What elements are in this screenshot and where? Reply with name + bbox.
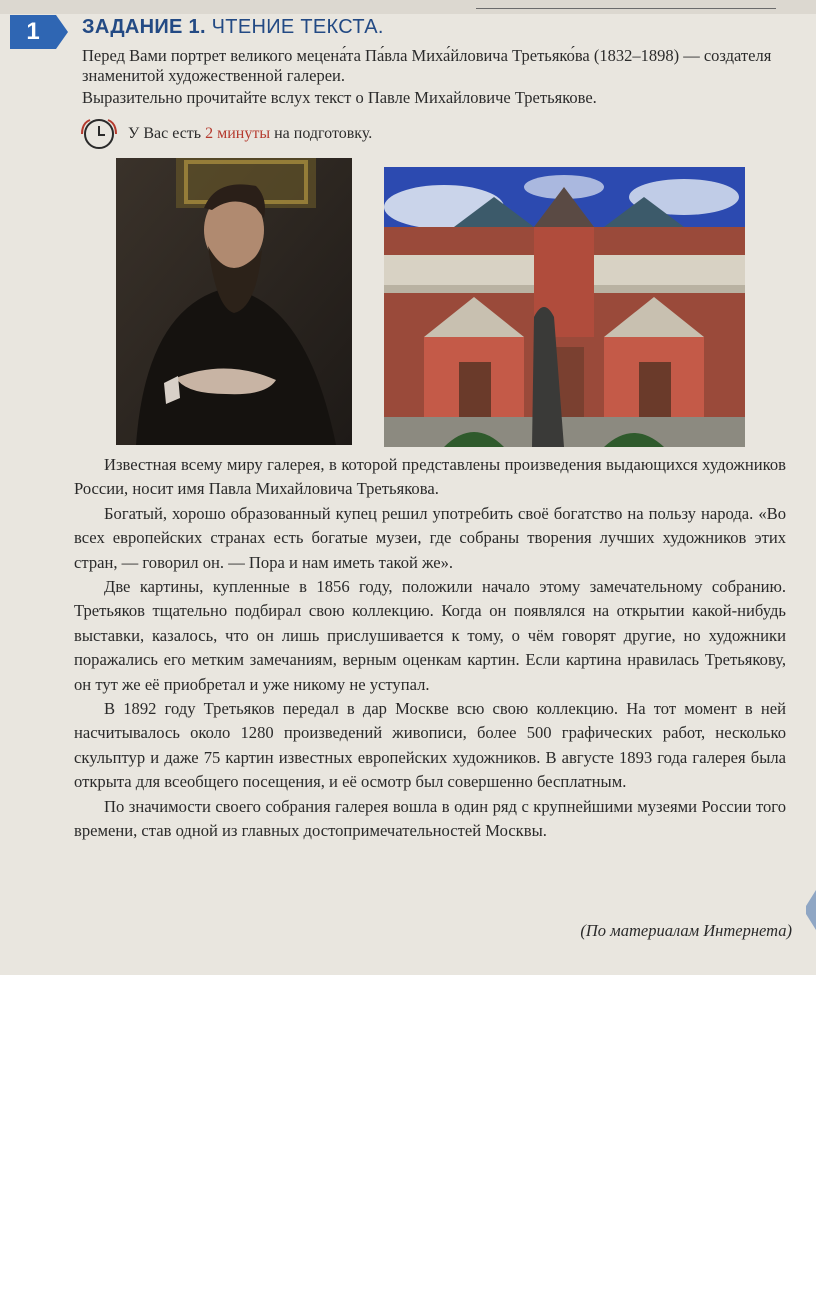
task-number-badge: [10, 15, 68, 49]
source-note: (По материалам Интернета): [580, 921, 792, 940]
timer-text: [128, 125, 372, 143]
task-title-rest: ЧТЕНИЕ ТЕКСТА.: [211, 16, 384, 38]
paragraph-4: В 1892 году Третьяков передал в дар Москве всю свою коллекцию. На тот момент в ней насчитывалось около 1280 произведений живописи, более 500 графических работ, несколько скульптур и даже 75 картин известных европейских художников. В августе 1893 года галерея была открыта для всеобщего посещения, и её осмотр был совершенно бесплатным.: [74, 699, 786, 792]
task-number: 1: [26, 18, 40, 45]
reading-text: [74, 453, 786, 844]
intro-line-1: Перед Вами портрет великого мецена́та Па́вла Миха́йловича Третьяко́ва (1832–1898) — создателя знаменитой художественной галереи.: [82, 46, 772, 85]
paragraph-5: По значимости своего собрания галерея вошла в один ряд с крупнейшими музеями России того времени, став одной из главных достопримечательностей Москвы.: [74, 796, 786, 841]
portrait-photo: [116, 158, 352, 445]
intro-line-2: Выразительно прочитайте вслух текст о Павле Михайловиче Третьякове.: [82, 88, 597, 107]
paragraph-2: Богатый, хорошо образованный купец решил употребить своё богатство на пользу народа. «Во всех европейских странах есть богатые музеи, где собраны творения лучших художников этих стран, — говорил он. — Пора и нам иметь такой же».: [74, 503, 786, 572]
task-title: [82, 16, 384, 39]
clock-icon: [80, 117, 118, 151]
timer-highlight: 2 минуты: [205, 125, 271, 142]
paragraph-1: Известная всему миру галерея, в которой представлены произведения выдающихся художников России, носит имя Павла Михайловича Третьякова.: [74, 455, 786, 499]
previous-page-strip: [0, 0, 816, 14]
task-title-bold: ЗАДАНИЕ 1.: [82, 16, 206, 38]
task-instructions: [82, 46, 782, 108]
paragraph-3: Две картины, купленные в 1856 году, положили начало этому замечательному собранию. Третьяков тщательно подбирал свою коллекцию. Когда он появлялся на открытии какой-нибудь выставки, казалось, что он лишь прислушивается к тому, о чём говорят другие, но художники поражались его метким замечаниям, верным оценкам картин. Если картина нравилась Третьякову, он тут же её приобретал и уже никому не уступал.: [74, 577, 786, 694]
page-edge-tab: [806, 890, 816, 930]
timer-prefix: У Вас есть: [128, 125, 202, 142]
gallery-photo: [384, 167, 745, 447]
timer-suffix: на подготовку.: [274, 125, 373, 142]
preparation-time: [80, 117, 372, 151]
